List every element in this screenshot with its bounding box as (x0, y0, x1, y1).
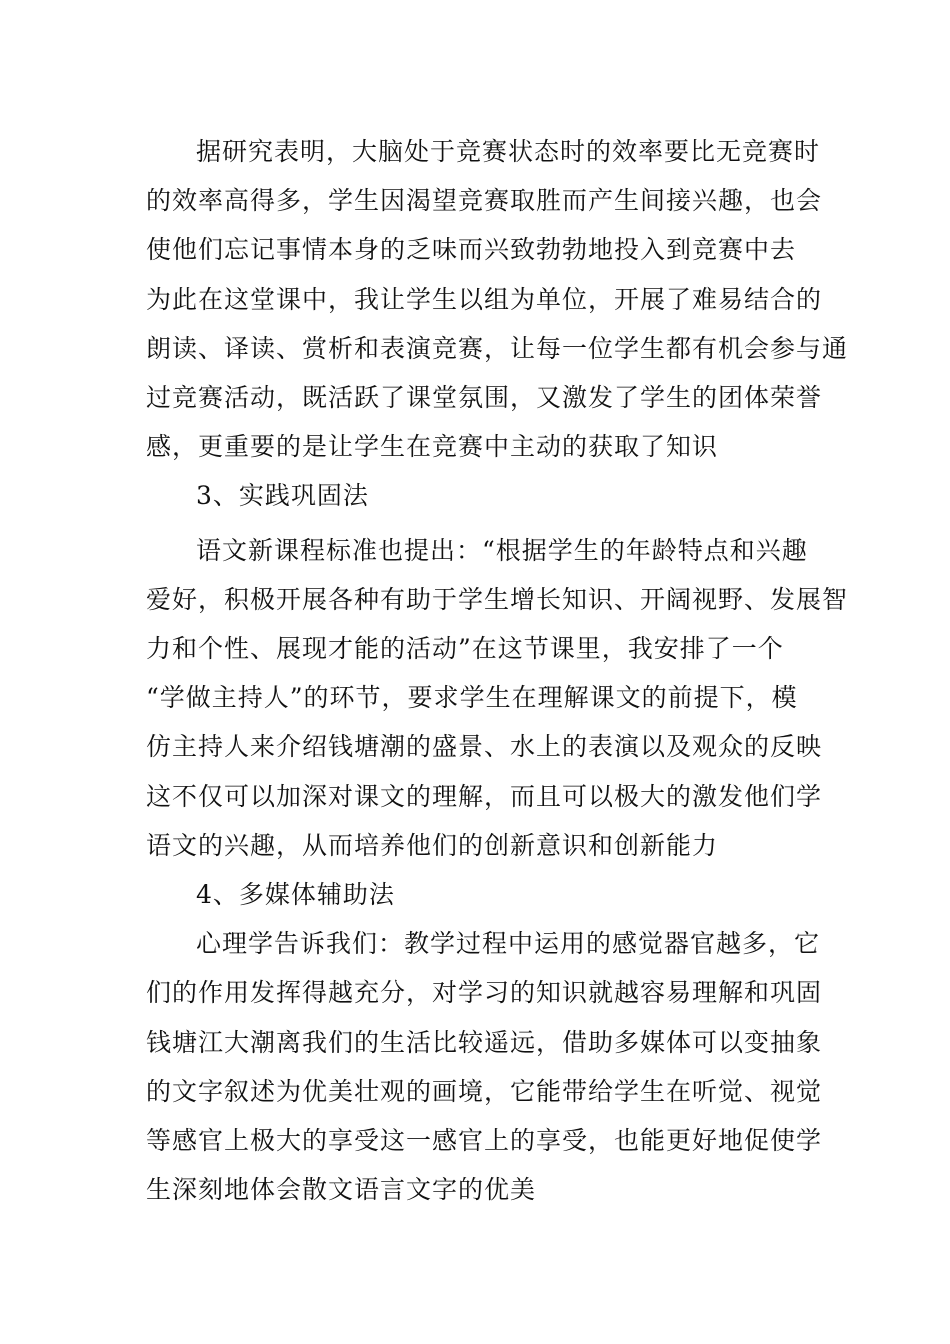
paragraph-line: 力和个性、展现才能的活动”在这节课里，我安排了一个 (146, 634, 784, 663)
paragraph-line: 语文的兴趣，从而培养他们的创新意识和创新能力 (146, 831, 719, 860)
paragraph-line: 的效率高得多，学生因渴望竞赛取胜而产生间接兴趣，也会 (146, 186, 823, 215)
paragraph-line: 生深刻地体会散文语言文字的优美 (146, 1175, 537, 1204)
paragraph-line: 的文字叙述为优美壮观的画境，它能带给学生在听觉、视觉 (146, 1077, 823, 1106)
paragraph-line: 感，更重要的是让学生在竞赛中主动的获取了知识 (146, 432, 719, 461)
paragraph-line: 仿主持人来介绍钱塘潮的盛景、水上的表演以及观众的反映 (146, 732, 823, 761)
paragraph-line: 钱塘江大潮离我们的生活比较遥远，借助多媒体可以变抽象 (146, 1028, 823, 1057)
section-heading: 4、多媒体辅助法 (196, 880, 395, 909)
paragraph-line: 使他们忘记事情本身的乏味而兴致勃勃地投入到竞赛中去 (146, 235, 797, 264)
paragraph-line: 这不仅可以加深对课文的理解，而且可以极大的激发他们学 (146, 782, 823, 811)
paragraph-line: 过竞赛活动，既活跃了课堂氛围，又激发了学生的团体荣誉 (146, 383, 823, 412)
paragraph-line: 为此在这堂课中，我让学生以组为单位，开展了难易结合的 (146, 285, 823, 314)
paragraph-line: 们的作用发挥得越充分，对学习的知识就越容易理解和巩固 (146, 978, 823, 1007)
paragraph-line: 等感官上极大的享受这一感官上的享受，也能更好地促使学 (146, 1126, 823, 1155)
paragraph-line: 语文新课程标准也提出：“根据学生的年龄特点和兴趣 (196, 536, 808, 565)
section-heading: 3、实践巩固法 (196, 481, 369, 510)
paragraph-line: 心理学告诉我们：教学过程中运用的感觉器官越多，它 (196, 929, 821, 958)
paragraph-line: 朗读、译读、赏析和表演竞赛，让每一位学生都有机会参与通 (146, 334, 849, 363)
paragraph-line: “学做主持人”的环节，要求学生在理解课文的前提下，模 (146, 683, 798, 712)
paragraph-line: 据研究表明，大脑处于竞赛状态时的效率要比无竞赛时 (196, 137, 821, 166)
paragraph-line: 爱好，积极开展各种有助于学生增长知识、开阔视野、发展智 (146, 585, 849, 614)
